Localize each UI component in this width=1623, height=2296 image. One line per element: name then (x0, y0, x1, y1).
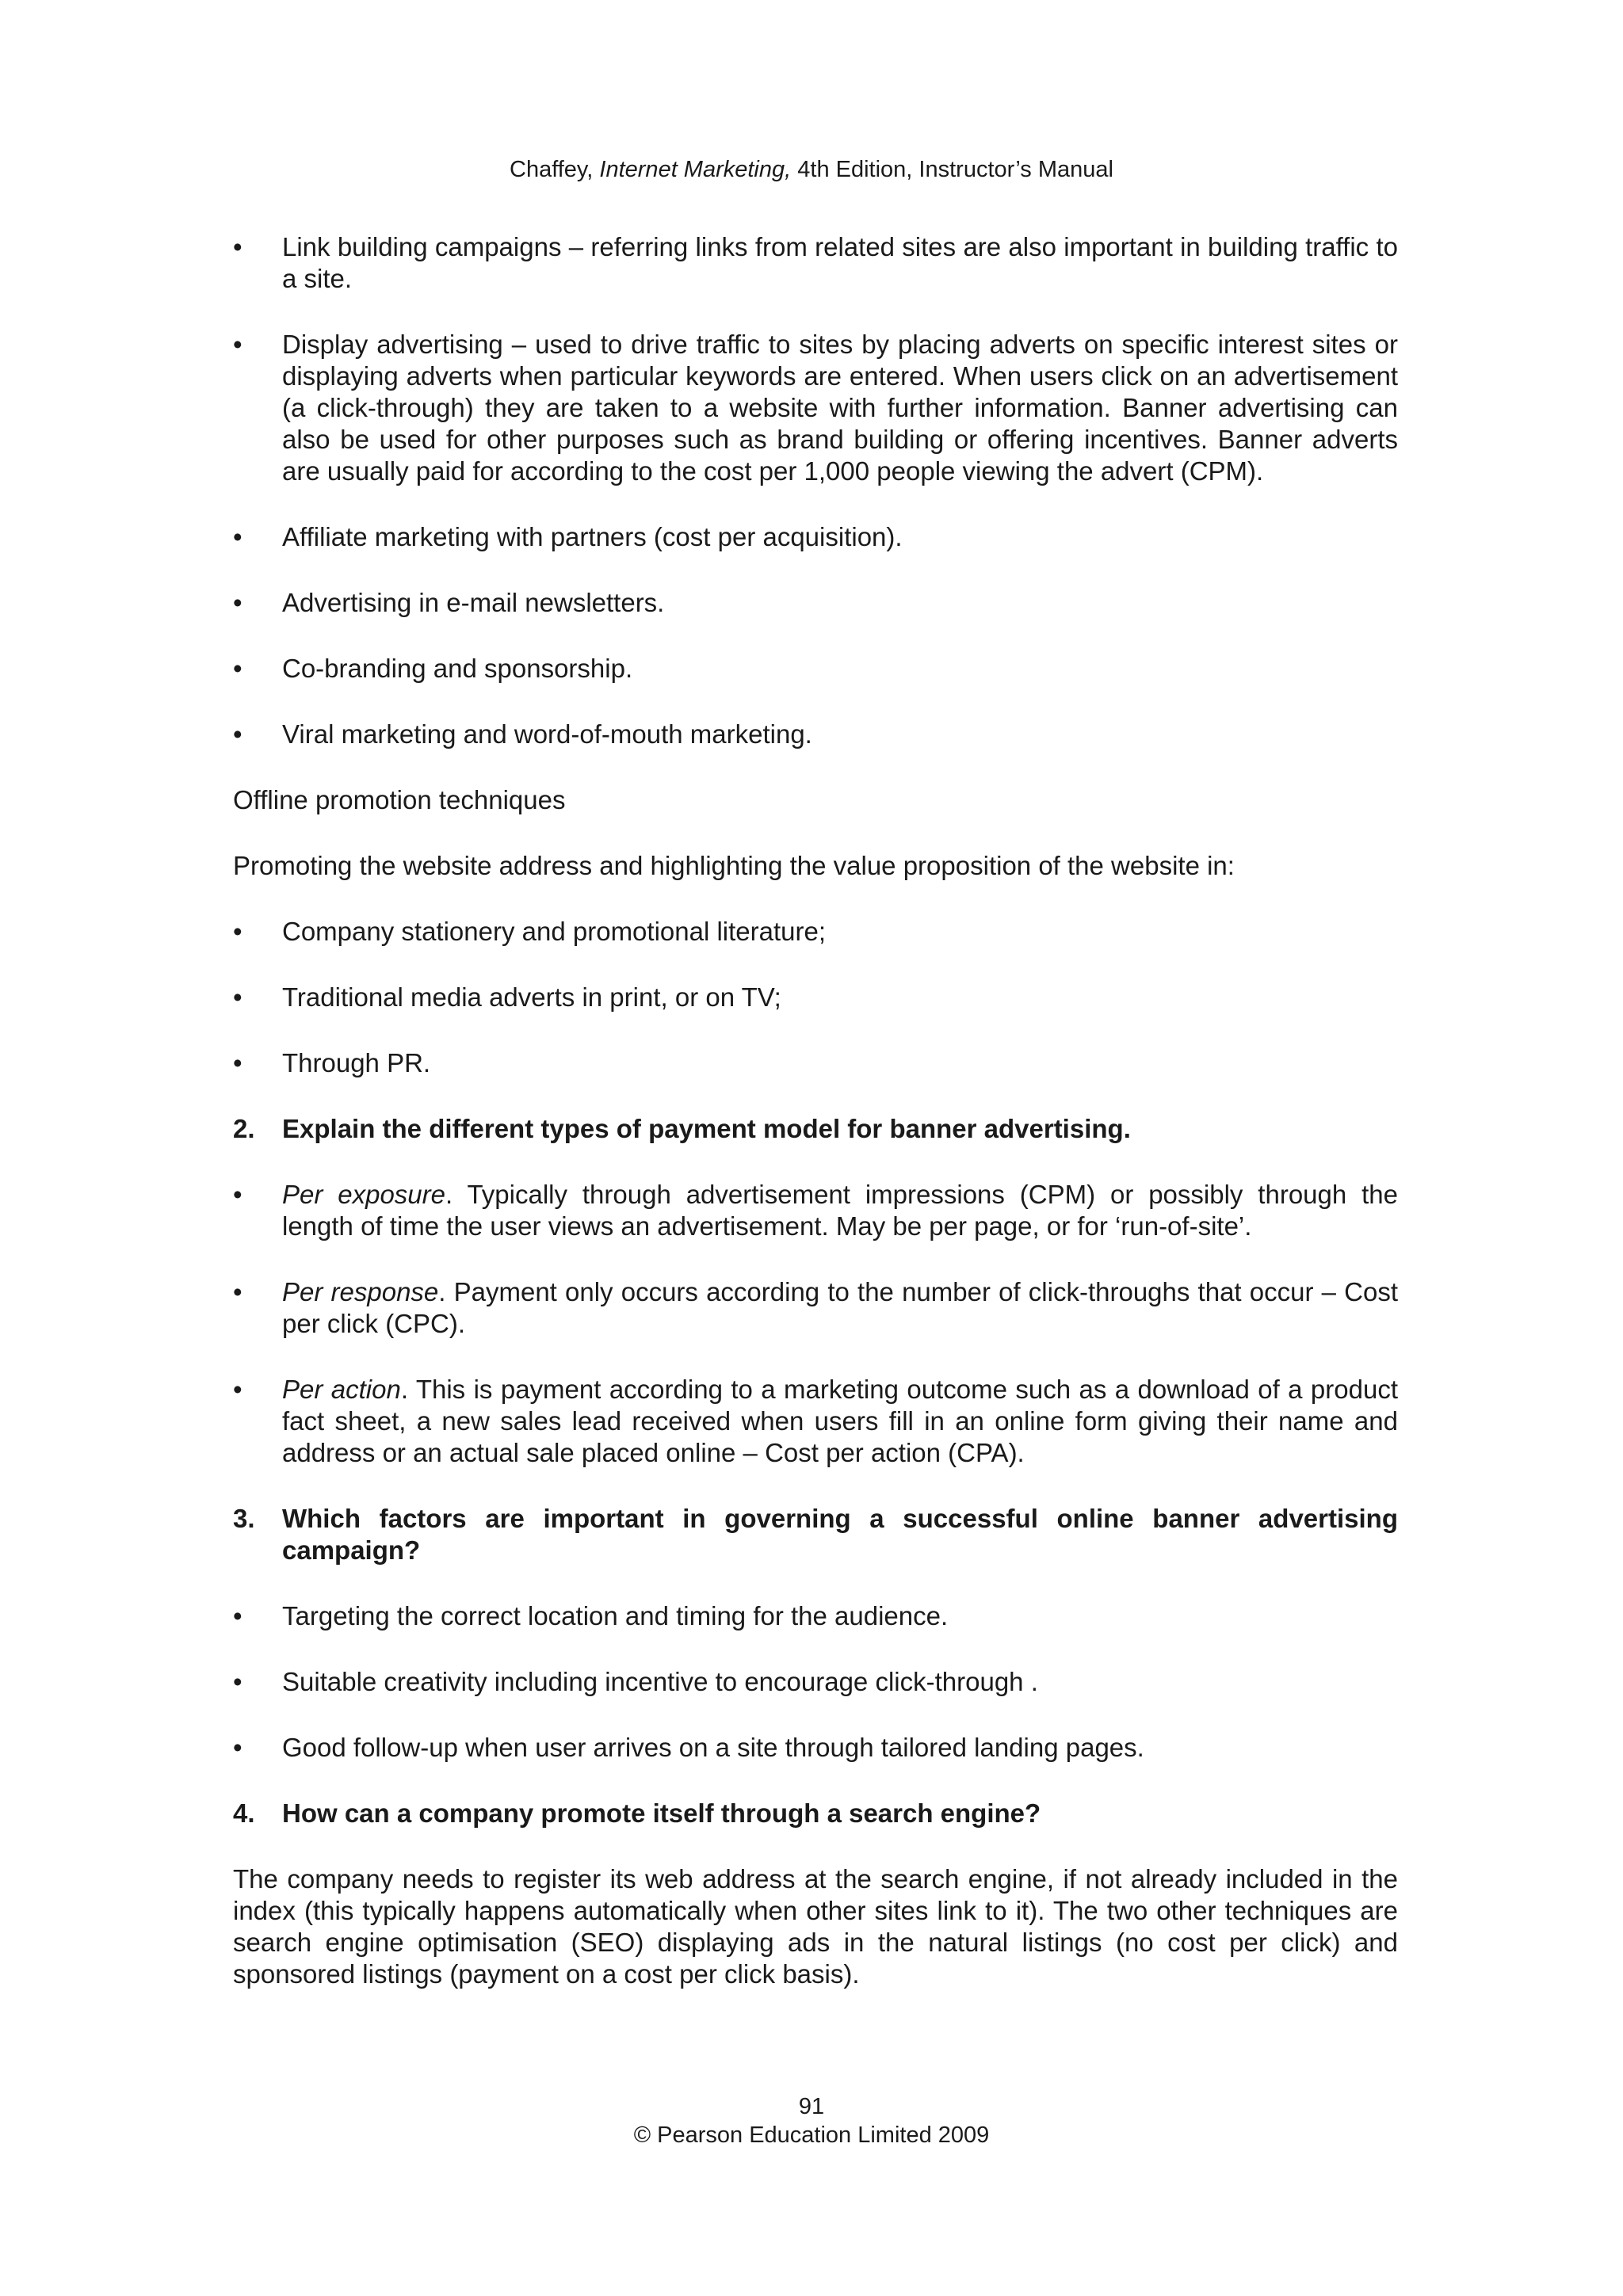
list-item (233, 1666, 1398, 1698)
question-number: 3. (233, 1504, 255, 1533)
list-item (233, 1047, 1398, 1079)
bullet-icon: • (233, 1601, 242, 1630)
header-author: Chaffey, (510, 157, 600, 182)
list-item (233, 521, 1398, 553)
question-2 (233, 1113, 1398, 1145)
question-text: Which factors are important in governing a successful online banner advertising campaign? (282, 1504, 1398, 1565)
list-item (233, 982, 1398, 1013)
list-item (233, 329, 1398, 487)
page-footer (0, 2092, 1623, 2149)
list-item (233, 1179, 1398, 1242)
list-item-text: Suitable creativity including incentive to encourage click-through . (282, 1667, 1038, 1696)
question-text: How can a company promote itself through a search engine? (282, 1798, 1041, 1828)
question-text: Explain the different types of payment model for banner advertising. (282, 1114, 1131, 1143)
list-item-text: Targeting the correct location and timing for the audience. (282, 1601, 949, 1630)
list-item-text: Co-branding and sponsorship. (282, 654, 633, 683)
list-item (233, 1374, 1398, 1469)
bullet-icon: • (233, 654, 242, 683)
list-item-text: Viral marketing and word-of-mouth marketing. (282, 719, 812, 749)
bullet-icon: • (233, 522, 242, 551)
bullet-icon: • (233, 1180, 242, 1209)
list-item (233, 1732, 1398, 1764)
header-edition: 4th Edition, Instructor’s Manual (791, 157, 1113, 182)
bullet-icon: • (233, 588, 242, 617)
payment-model-term: Per exposure (282, 1180, 445, 1209)
bullet-icon: • (233, 1667, 242, 1696)
bullet-icon: • (233, 719, 242, 749)
bullet-icon: • (233, 1733, 242, 1762)
list-item-text: Display advertising – used to drive traffic to sites by placing adverts on specific interest sites or displaying adverts when particular keywords are entered. When users click on an advertisement (a click-through) they are taken to a website with further information. Banner advertising can also be used for other purposes such as brand building or offering incentives. Banner adverts are usually paid for according to the cost per 1,000 people viewing the advert (CPM). (282, 330, 1398, 486)
question-4 (233, 1798, 1398, 1829)
bullet-icon: • (233, 917, 242, 946)
list-item-text: Good follow-up when user arrives on a site through tailored landing pages. (282, 1733, 1144, 1762)
list-item-text: Link building campaigns – referring links from related sites are also important in building traffic to a site. (282, 232, 1398, 293)
question-number: 4. (233, 1798, 255, 1828)
list-item (233, 916, 1398, 948)
list-item (233, 1600, 1398, 1632)
bullet-icon: • (233, 330, 242, 359)
list-item-text: Advertising in e-mail newsletters. (282, 588, 665, 617)
question-number: 2. (233, 1114, 255, 1143)
list-item-text: Company stationery and promotional literature; (282, 917, 827, 946)
copyright-notice: © Pearson Education Limited 2009 (633, 2122, 990, 2148)
bullet-icon: • (233, 1048, 242, 1077)
bullet-icon: • (233, 982, 242, 1012)
list-item-text: Traditional media adverts in print, or on TV; (282, 982, 781, 1012)
running-header (0, 155, 1623, 184)
bullet-icon: • (233, 1277, 242, 1306)
payment-model-term: Per response (282, 1277, 439, 1306)
offline-intro-paragraph: Promoting the website address and highlighting the value proposition of the website in: (233, 851, 1235, 880)
bullet-icon: • (233, 1375, 242, 1404)
page-number: 91 (798, 2094, 825, 2119)
list-item (233, 587, 1398, 619)
bullet-icon: • (233, 232, 242, 261)
answer-paragraph: The company needs to register its web address at the search engine, if not already included in the index (this typically happens automatically when other sites link to it). The two other techniques are search engine optimisation (SEO) displaying ads in the natural listings (no cost per click) and sponsored listings (payment on a cost per click basis). (233, 1864, 1398, 1989)
payment-model-term: Per action (282, 1375, 401, 1404)
list-item (233, 653, 1398, 685)
header-book-title: Internet Marketing, (599, 157, 792, 182)
payment-model-description: . Typically through advertisement impressions (CPM) or possibly through the length of time the user views an advertisement. May be per page, or for ‘run-of-site’. (282, 1180, 1398, 1241)
payment-model-description: . Payment only occurs according to the number of click-throughs that occur – Cost per click (CPC). (282, 1277, 1398, 1338)
list-item-text: Through PR. (282, 1048, 431, 1077)
section-heading-offline: Offline promotion techniques (233, 785, 566, 814)
question-3 (233, 1503, 1398, 1566)
payment-model-description: . This is payment according to a marketing outcome such as a download of a product fact sheet, a new sales lead received when users fill in an online form giving their name and address or an actual sale placed online – Cost per action (CPA). (282, 1375, 1398, 1467)
page-body (233, 231, 1398, 2024)
list-item (233, 231, 1398, 295)
list-item (233, 719, 1398, 750)
list-item (233, 1276, 1398, 1340)
list-item-text: Affiliate marketing with partners (cost per acquisition). (282, 522, 903, 551)
